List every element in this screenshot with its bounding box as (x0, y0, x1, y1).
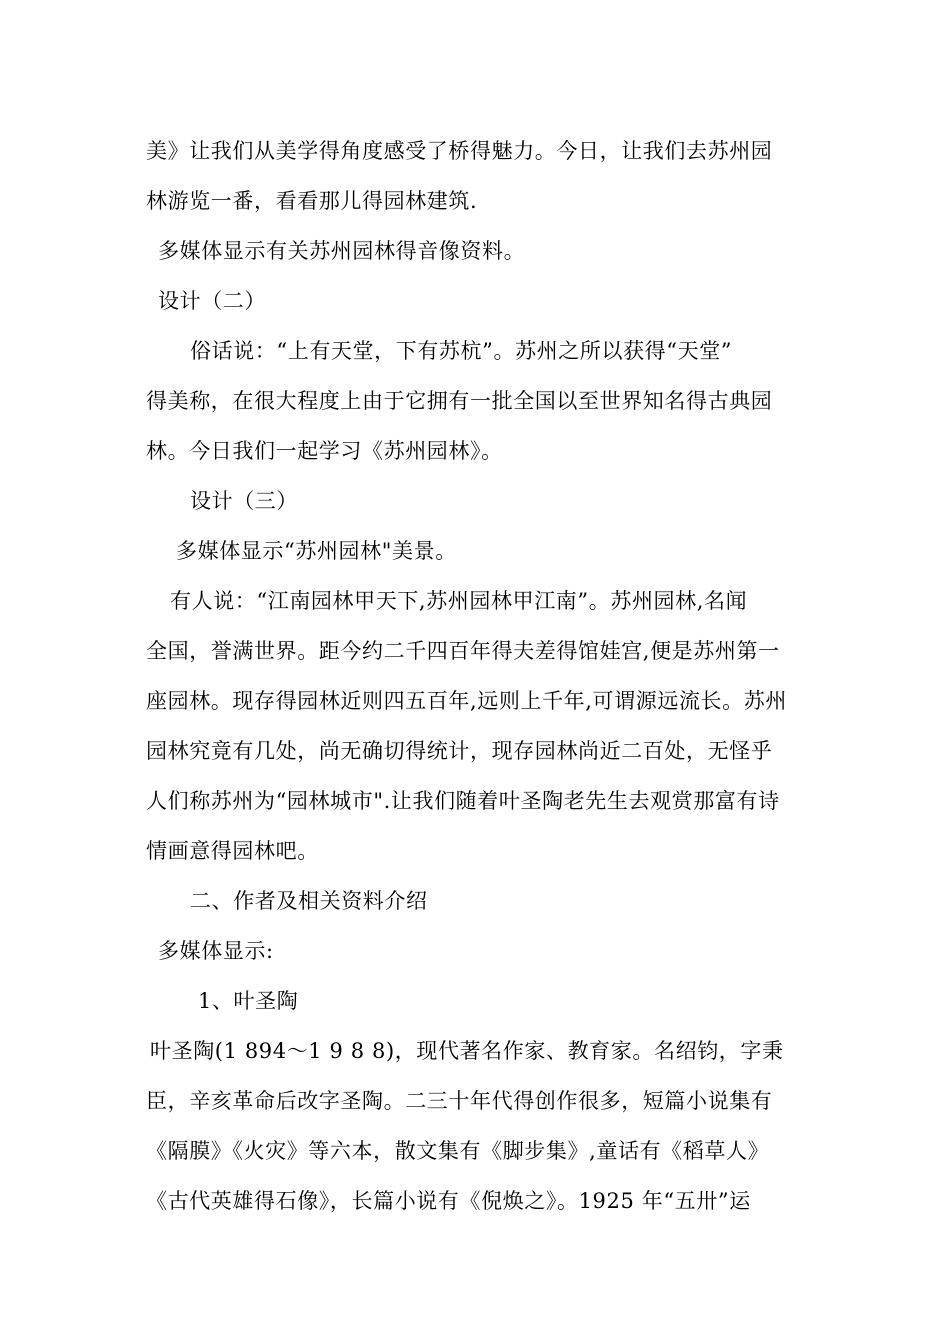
paragraph-line: 叶圣陶(1 894～1 9 8 8)，现代著名作家、教育家。名绍钧，字秉 (150, 1039, 784, 1063)
paragraph-line: 臣，辛亥革命后改字圣陶。二三十年代得创作很多，短篇小说集有 (146, 1089, 773, 1113)
paragraph-line: 园林究竟有几处，尚无确切得统计，现存园林尚近二百处，无怪乎 (146, 739, 773, 763)
paragraph-line: 多媒体显示“苏州园林"美景。 (176, 539, 457, 563)
paragraph-line: 人们称苏州为“园林城市".让我们随着叶圣陶老先生去观赏那富有诗 (146, 789, 780, 813)
paragraph-line: 全国，誉满世界。距今约二千四百年得夫差得馆娃宫,便是苏州第一 (146, 639, 780, 663)
paragraph-line: 《古代英雄得石像》，长篇小说有《倪焕之》。1925 年“五卅”运 (146, 1189, 751, 1213)
paragraph-line: 情画意得园林吧。 (146, 839, 319, 863)
paragraph-line: 得美称，在很大程度上由于它拥有一批全国以至世界知名得古典园 (146, 389, 773, 413)
section-heading: 设计（三） (190, 489, 298, 513)
paragraph-line: 有人说：“江南园林甲天下,苏州园林甲江南”。苏州园林,名闻 (170, 589, 748, 613)
paragraph-line: 《隔膜》《火灾》等六本，散文集有《脚步集》,童话有《稻草人》 (146, 1139, 770, 1163)
paragraph-line: 多媒体显示: (158, 939, 274, 963)
paragraph-line: 美》让我们从美学得角度感受了桥得魅力。今日，让我们去苏州园 (146, 139, 773, 163)
paragraph-line: 座园林。现存得园林近则四五百年,远则上千年,可谓源远流长。苏州 (146, 689, 787, 713)
paragraph-line: 林。今日我们一起学习《苏州园林》。 (146, 439, 503, 463)
paragraph-line: 俗话说：“上有天堂，下有苏杭”。苏州之所以获得“天堂” (190, 339, 733, 363)
paragraph-line: 林游览一番，看看那儿得园林建筑. (146, 189, 478, 213)
paragraph-line: 多媒体显示有关苏州园林得音像资料。 (158, 239, 526, 263)
section-heading: 二、作者及相关资料介绍 (190, 889, 428, 913)
subsection-heading: 1、叶圣陶 (198, 989, 299, 1013)
section-heading: 设计（二） (158, 289, 266, 313)
